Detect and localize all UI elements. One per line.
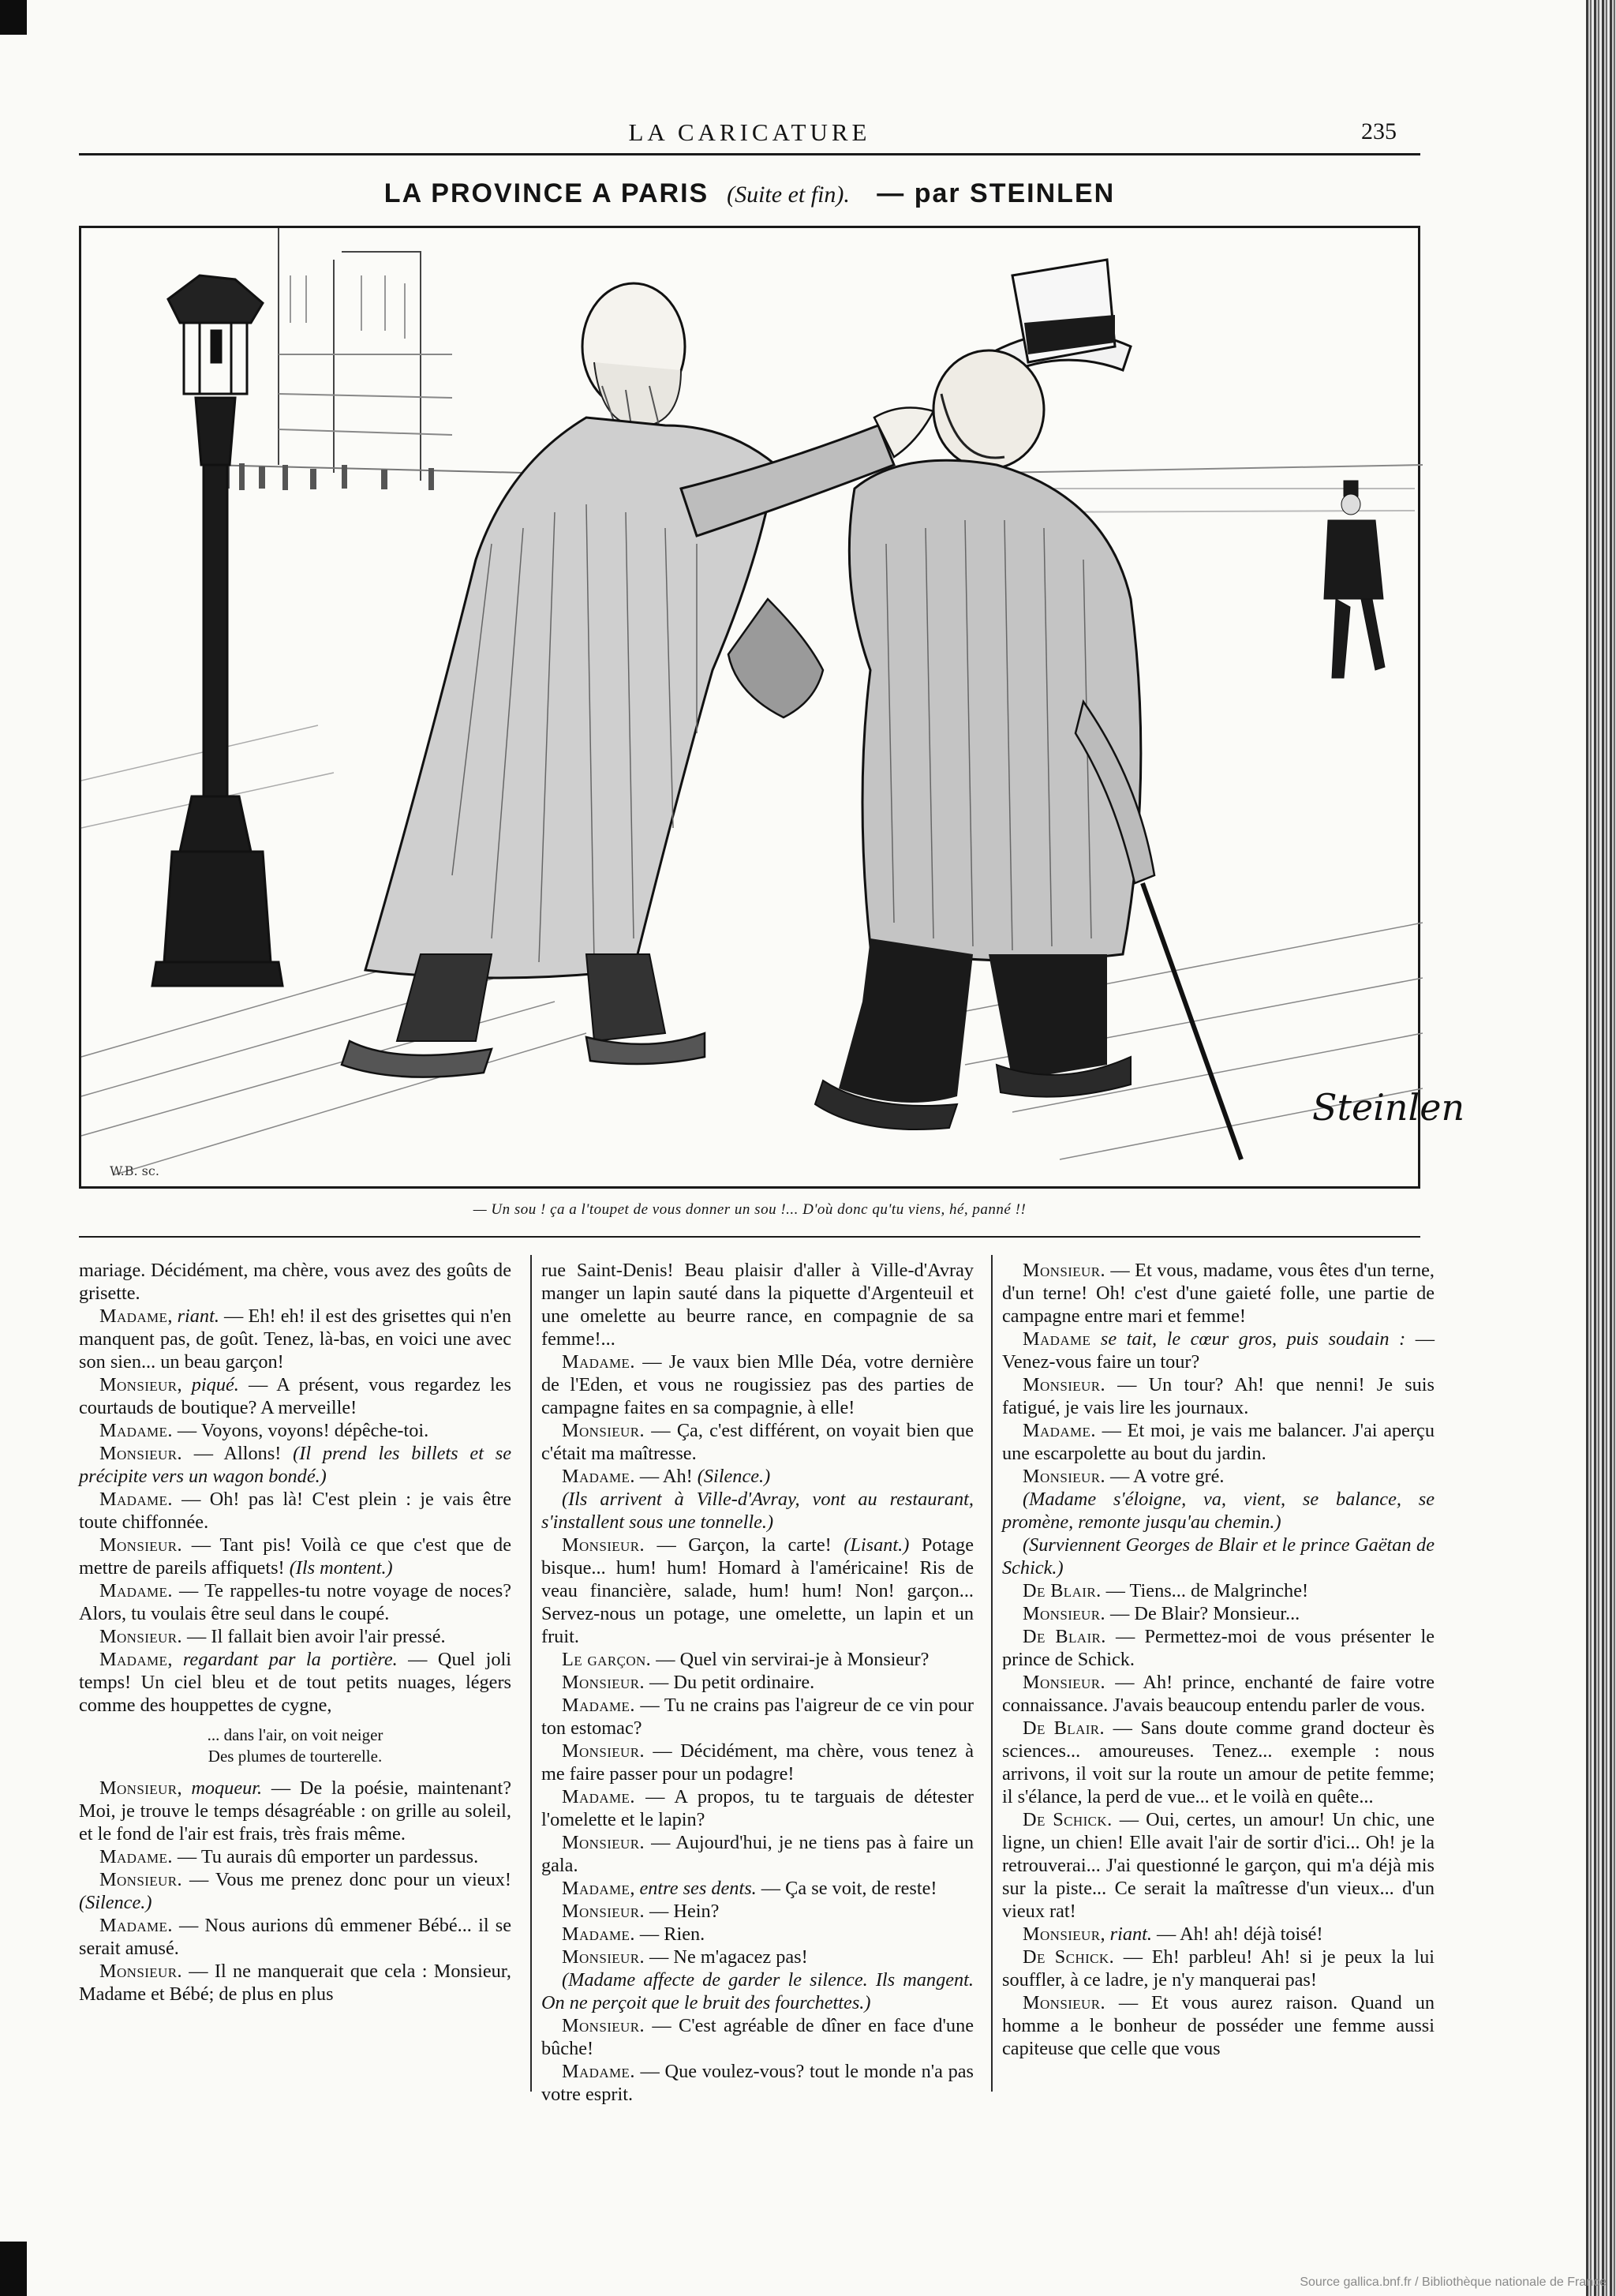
speaker-name: Madame. (99, 1915, 173, 1936)
speaker-name: Monsieur. (562, 2015, 645, 2036)
speaker-name: Monsieur (1023, 1923, 1101, 1945)
paragraph (79, 1625, 511, 1648)
dialogue-text: — Allons! (181, 1443, 294, 1464)
dialogue-text: Potage bisque... hum! hum! Homard à l'américaine! Ris de veau financière, salade, hum! hum! Non! garçon... Servez-nous un potage, une omelette, un lapin et un fruit. (541, 1534, 974, 1647)
dialogue-text: — Nous aurions dû emmener Bébé... il se serait amusé. (79, 1915, 511, 1959)
dialogue-text: — Un tour? Ah! que nenni! Je suis fatigué, je vais lire les journaux. (1002, 1374, 1435, 1418)
stage-direction: riant. (1109, 1923, 1152, 1945)
street-lamp (152, 275, 282, 986)
speaker-name: Madame. (562, 1351, 635, 1373)
paragraph (79, 1960, 511, 2006)
stage-direction: piqué. (191, 1374, 239, 1395)
speaker-name: Madame. (562, 1466, 635, 1487)
speaker-name: Le garçon. (562, 1649, 652, 1670)
page-binding-edge (1586, 0, 1616, 2296)
paragraph (541, 1534, 974, 1648)
dialogue-text: — Du petit ordinaire. (644, 1672, 815, 1693)
paragraph: Madame, regardant par la portière. — Quel joli temps! Un ciel bleu et de tout petits nuages, légers comme des houppettes de cygne, (79, 1649, 511, 1716)
scan-corner-mark-bottom (0, 2242, 27, 2296)
speaker-name: Monsieur. (99, 1869, 182, 1890)
paragraph (1002, 1671, 1435, 1717)
paragraph (541, 1694, 974, 1740)
dialogue-text: — A présent, vous regardez les courtauds de boutique? A merveille! (79, 1374, 511, 1418)
dialogue-text: — Permettez-moi de vous présenter le prince de Schick. (1002, 1626, 1435, 1670)
speaker-name: Madame. (562, 2061, 635, 2082)
dialogue-text: — Rien. (634, 1923, 705, 1945)
scan-corner-mark-top (0, 0, 27, 35)
dialogue-text: — Et moi, je vais me balancer. J'ai aperçu une escarpolette au bout du jardin. (1002, 1420, 1435, 1464)
dialogue-text: — Tu aurais dû emporter un pardessus. (172, 1846, 479, 1867)
dialogue-text: — Décidément, ma chère, vous tenez à me faire passer pour un podagre! (541, 1740, 974, 1785)
dialogue-text: — Hein? (644, 1901, 720, 1922)
dialogue-text: — Et vous aurez raison. Quand un homme a le bonheur de posséder une femme aussi capiteuse que celle que vous (1002, 1992, 1435, 2059)
paragraph (79, 1259, 511, 1305)
paragraph: Madame, entre ses dents. — Ça se voit, de reste! (562, 1878, 937, 1899)
paragraph: Monsieur, moqueur. — De la poésie, maintenant? Moi, je trouve le temps désagréable : on grille au soleil, et le fond de l'air est frais, très frais même. (79, 1777, 511, 1845)
paragraph (541, 1946, 974, 1968)
speaker-name: Monsieur (99, 1777, 178, 1799)
paragraph (541, 1465, 974, 1488)
text-column-3 (1002, 1259, 1435, 2096)
speaker-name: Monsieur. (562, 1672, 645, 1693)
paragraph (541, 2060, 974, 2106)
paragraph (79, 1579, 511, 1625)
dialogue-text: — Ne m'agacez pas! (644, 1946, 808, 1968)
speaker-name: Monsieur. (562, 1832, 645, 1853)
paragraph (1002, 1717, 1435, 1808)
paragraph (79, 1845, 511, 1868)
dialogue-text: — Garçon, la carte! (644, 1534, 844, 1556)
stage-direction: regardant par la portière. (182, 1649, 398, 1670)
dialogue-text: — Il fallait bien avoir l'air pressé. (181, 1626, 446, 1647)
dialogue-text: — Oui, certes, un amour! Un chic, une ligne, un chien! Elle avait l'air de sortir d'ici... Oh! je la retrouverai... J'ai questionné le garçon, qui m'a déjà mis sur la piste... Ce serait la maîtresse d'un vieux... d'un vieux rat! (1002, 1809, 1435, 1922)
paragraph (541, 1648, 974, 1671)
dialogue-text: — Je vaux bien Mlle Déa, votre dernière de l'Eden, et vous ne rougissiez pas des parties de campagne faites en sa compagnie, à elle! (541, 1351, 974, 1418)
stage-direction: entre ses dents. (639, 1878, 757, 1899)
source-attribution: Source gallica.bnf.fr / Bibliothèque nationale de France (1300, 2275, 1607, 2289)
caricature-illustration (79, 226, 1465, 1189)
paragraph (1002, 1579, 1435, 1602)
dialogue-text: — Ah! prince, enchanté de faire votre connaissance. J'avais beaucoup entendu parler de vous. (1002, 1672, 1435, 1716)
dialogue-text: — Sans doute comme grand docteur ès sciences... amoureuses. Tenez... exemple : nous arrivons, il voit sur la route un amour de petite femme; il s'élance, la perd de vue... et le voilà en quête... (1002, 1717, 1435, 1807)
page-number: 235 (1361, 118, 1397, 144)
verse-line: Des plumes de tourterelle. (208, 1747, 383, 1766)
paragraph (1002, 1373, 1435, 1419)
text-column-1 (79, 1259, 511, 2096)
paragraph (541, 1671, 974, 1694)
dialogue-text: — A propos, tu te targuais de détester l'omelette et le lapin? (541, 1786, 974, 1830)
illustration-drawing (81, 228, 1465, 1191)
stage-direction: moqueur. (191, 1777, 263, 1799)
stage-direction: riant. (177, 1305, 219, 1327)
dialogue-text: — Tant pis! Voilà ce que c'est que de mettre de pareils affiquets! (79, 1534, 511, 1579)
dialogue-text: — Eh! eh! il est des grisettes qui n'en manquent pas, de goût. Tenez, là-bas, en voici une avec son sien... un beau garçon! (79, 1305, 511, 1373)
speaker-name: De Blair. (1023, 1626, 1106, 1647)
text-run: rue Saint-Denis! Beau plaisir d'aller à Ville-d'Avray manger un lapin sauté dans la piquette d'Argenteuil et une omelette au beurre rance, en compagnie de sa femme!... (541, 1260, 974, 1350)
dialogue-text: — Il ne manquerait que cela : Monsieur, Madame et Bébé; de plus en plus (79, 1961, 511, 2005)
dialogue-text: — Ah! ah! déjà toisé! (1151, 1923, 1323, 1945)
dialogue-text: — Eh! parbleu! Ah! si je peux la lui souffler, à ce ladre, je n'y manquerai pas! (1002, 1946, 1435, 1991)
paragraph: Madame, riant. — Eh! eh! il est des grisettes qui n'en manquent pas, de goût. Tenez, là-bas, en voici une avec son sien... un beau garçon! (79, 1305, 511, 1373)
speaker-name: De Blair. (1023, 1580, 1102, 1601)
speaker-name: Monsieur. (562, 1946, 645, 1968)
dialogue-text: — De Blair? Monsieur... (1105, 1603, 1300, 1624)
speaker-name: Madame. (99, 1846, 173, 1867)
text-run: mariage. Décidément, ma chère, vous avez des goûts de grisette. (79, 1260, 511, 1304)
caption-rule (79, 1236, 1420, 1238)
speaker-name: Monsieur. (1023, 1603, 1105, 1624)
artist-signature: Steinlen (1312, 1086, 1465, 1129)
dialogue-text: — Tiens... de Malgrinche! (1101, 1580, 1309, 1601)
stage-direction: (Silence.) (79, 1892, 152, 1913)
paragraph (79, 1442, 511, 1488)
paragraph (79, 1534, 511, 1579)
column-divider-1 (530, 1255, 532, 2092)
speaker-name: Monsieur. (1023, 1260, 1105, 1281)
dialogue-text: — Et vous, madame, vous êtes d'un terne, d'un terne! Oh! c'est d'une gaieté folle, une partie de campagne entre mari et femme! (1002, 1260, 1435, 1327)
stage-direction-paragraph: (Madame affecte de garder le silence. Ils mangent. On ne perçoit que le bruit des fourchettes.) (541, 1969, 974, 2013)
speaker-name: Monsieur. (1023, 1992, 1105, 2013)
paragraph (1002, 1946, 1435, 1991)
speaker-name: Monsieur. (562, 1740, 645, 1762)
dialogue-text: — De la poésie, maintenant? Moi, je trouve le temps désagréable : on grille au soleil, et le fond de l'air est frais, très frais même. (79, 1777, 511, 1845)
paragraph (79, 1488, 511, 1534)
paragraph (79, 1419, 511, 1442)
text-column-2 (541, 1259, 974, 2105)
paragraph (541, 1740, 974, 1785)
paragraph (541, 1923, 974, 1946)
running-head (79, 118, 1420, 155)
dialogue-text: — Venez-vous faire un tour? (1002, 1328, 1435, 1373)
paragraph (79, 1914, 511, 1960)
dialogue-text: — Voyons, voyons! dépêche-toi. (172, 1420, 429, 1441)
speaker-name: Monsieur. (1023, 1374, 1105, 1395)
paragraph (541, 1419, 974, 1465)
paragraph (541, 1259, 974, 1350)
stage-direction: se tait, le cœur gros, puis soudain : (1100, 1328, 1406, 1350)
speaker-name: Monsieur (99, 1374, 178, 1395)
dialogue-text: — Quel vin servirai-je à Monsieur? (651, 1649, 930, 1670)
dialogue-text: — Ça, c'est différent, on voyait bien que c'était ma maîtresse. (541, 1420, 974, 1464)
paragraph (541, 1831, 974, 1877)
paragraph (79, 1868, 511, 1914)
speaker-name: Monsieur. (99, 1626, 182, 1647)
speaker-name: Monsieur. (562, 1901, 645, 1922)
stage-direction: (Ils montent.) (289, 1557, 393, 1579)
speaker-name: De Blair. (1023, 1717, 1105, 1739)
speaker-name: De Schick. (1023, 1946, 1115, 1968)
speaker-name: Monsieur. (99, 1961, 182, 1982)
dialogue-text: — Oh! pas là! C'est plein : je vais être toute chiffonnée. (79, 1489, 511, 1533)
verse-quotation (79, 1725, 511, 1767)
verse-line: ... dans l'air, on voit neiger (207, 1725, 383, 1744)
speaker-name: Monsieur. (562, 1420, 645, 1441)
speaker-name: Monsieur. (562, 1534, 645, 1556)
article-byline: — par STEINLEN (877, 178, 1116, 208)
paragraph (1002, 1602, 1435, 1625)
dialogue-text: — Quel joli temps! Un ciel bleu et de tout petits nuages, légers comme des houppettes de cygne, (79, 1649, 511, 1716)
paragraph: Monsieur, riant. — Ah! ah! déjà toisé! (1023, 1923, 1323, 1945)
article-title (79, 178, 1420, 209)
speaker-name: Madame. (562, 1923, 635, 1945)
speaker-name: Madame (99, 1305, 168, 1327)
speaker-name: Madame. (1023, 1420, 1096, 1441)
paragraph (1002, 1625, 1435, 1671)
paragraph (1002, 1808, 1435, 1923)
paragraph (1002, 1328, 1435, 1373)
dialogue-text: — C'est agréable de dîner en face d'une bûche! (541, 2015, 974, 2059)
stage-direction: (Lisant.) (844, 1534, 910, 1556)
speaker-name: De Schick. (1023, 1809, 1113, 1830)
article-title-main: LA PROVINCE A PARIS (383, 178, 709, 208)
illustration-caption: — Un sou ! ça a l'toupet de vous donner un sou !... D'où donc qu'tu viens, hé, panné !! (473, 1201, 1027, 1218)
speaker-name: Madame (99, 1649, 168, 1670)
paragraph (1002, 1419, 1435, 1465)
paragraph (541, 1350, 974, 1419)
speaker-name: Madame. (99, 1580, 173, 1601)
dialogue-text: — Tu ne crains pas l'aigreur de ce vin pour ton estomac? (541, 1695, 974, 1739)
column-divider-2 (991, 1255, 993, 2092)
speaker-name: Madame. (99, 1489, 173, 1510)
stage-direction-paragraph: (Surviennent Georges de Blair et le prince Gaëtan de Schick.) (1002, 1534, 1435, 1579)
old-man-figure (342, 283, 933, 1077)
journal-title: LA CARICATURE (628, 118, 871, 146)
dialogue-text: — Ah! (634, 1466, 698, 1487)
stage-direction-paragraph: (Madame s'éloigne, va, vient, se balance, se promène, remonte jusqu'au chemin.) (1002, 1489, 1435, 1533)
engraver-mark: W.B. sc. (110, 1163, 159, 1178)
dialogue-text: — Que voulez-vous? tout le monde n'a pas votre esprit. (541, 2061, 974, 2105)
paragraph (541, 1785, 974, 1831)
speaker-name: Madame. (99, 1420, 173, 1441)
speaker-name: Madame. (562, 1786, 635, 1807)
stage-direction: (Silence.) (697, 1466, 771, 1487)
speaker-name: Monsieur. (1023, 1672, 1105, 1693)
paragraph (541, 1900, 974, 1923)
speaker-name: Monsieur. (99, 1443, 182, 1464)
dialogue-text: — A votre gré. (1105, 1466, 1225, 1487)
stage-direction-paragraph: (Ils arrivent à Ville-d'Avray, vont au restaurant, s'installent sous une tonnelle.) (541, 1489, 974, 1533)
speaker-name: Madame (562, 1878, 630, 1899)
paragraph (1002, 1465, 1435, 1488)
speaker-name: Monsieur. (99, 1534, 182, 1556)
speaker-name: Madame. (562, 1695, 635, 1716)
dialogue-text: — Vous me prenez donc pour un vieux! (181, 1869, 511, 1890)
dialogue-text: — Te rappelles-tu notre voyage de noces? Alors, tu voulais être seul dans le coupé. (79, 1580, 511, 1624)
paragraph: Monsieur, piqué. — A présent, vous regardez les courtauds de boutique? A merveille! (79, 1374, 511, 1418)
dialogue-text: — Aujourd'hui, je ne tiens pas à faire un gala. (541, 1832, 974, 1876)
dialogue-text: — Ça se voit, de reste! (756, 1878, 937, 1899)
article-subtitle: (Suite et fin). (727, 182, 850, 208)
speaker-name: Monsieur. (1023, 1466, 1105, 1487)
stage-direction: (Il prend les billets et se précipite vers un wagon bondé.) (79, 1443, 511, 1487)
paragraph (1002, 1991, 1435, 2060)
paragraph (1002, 1259, 1435, 1328)
paragraph (541, 2014, 974, 2060)
speaker-name: Madame (1023, 1328, 1091, 1350)
